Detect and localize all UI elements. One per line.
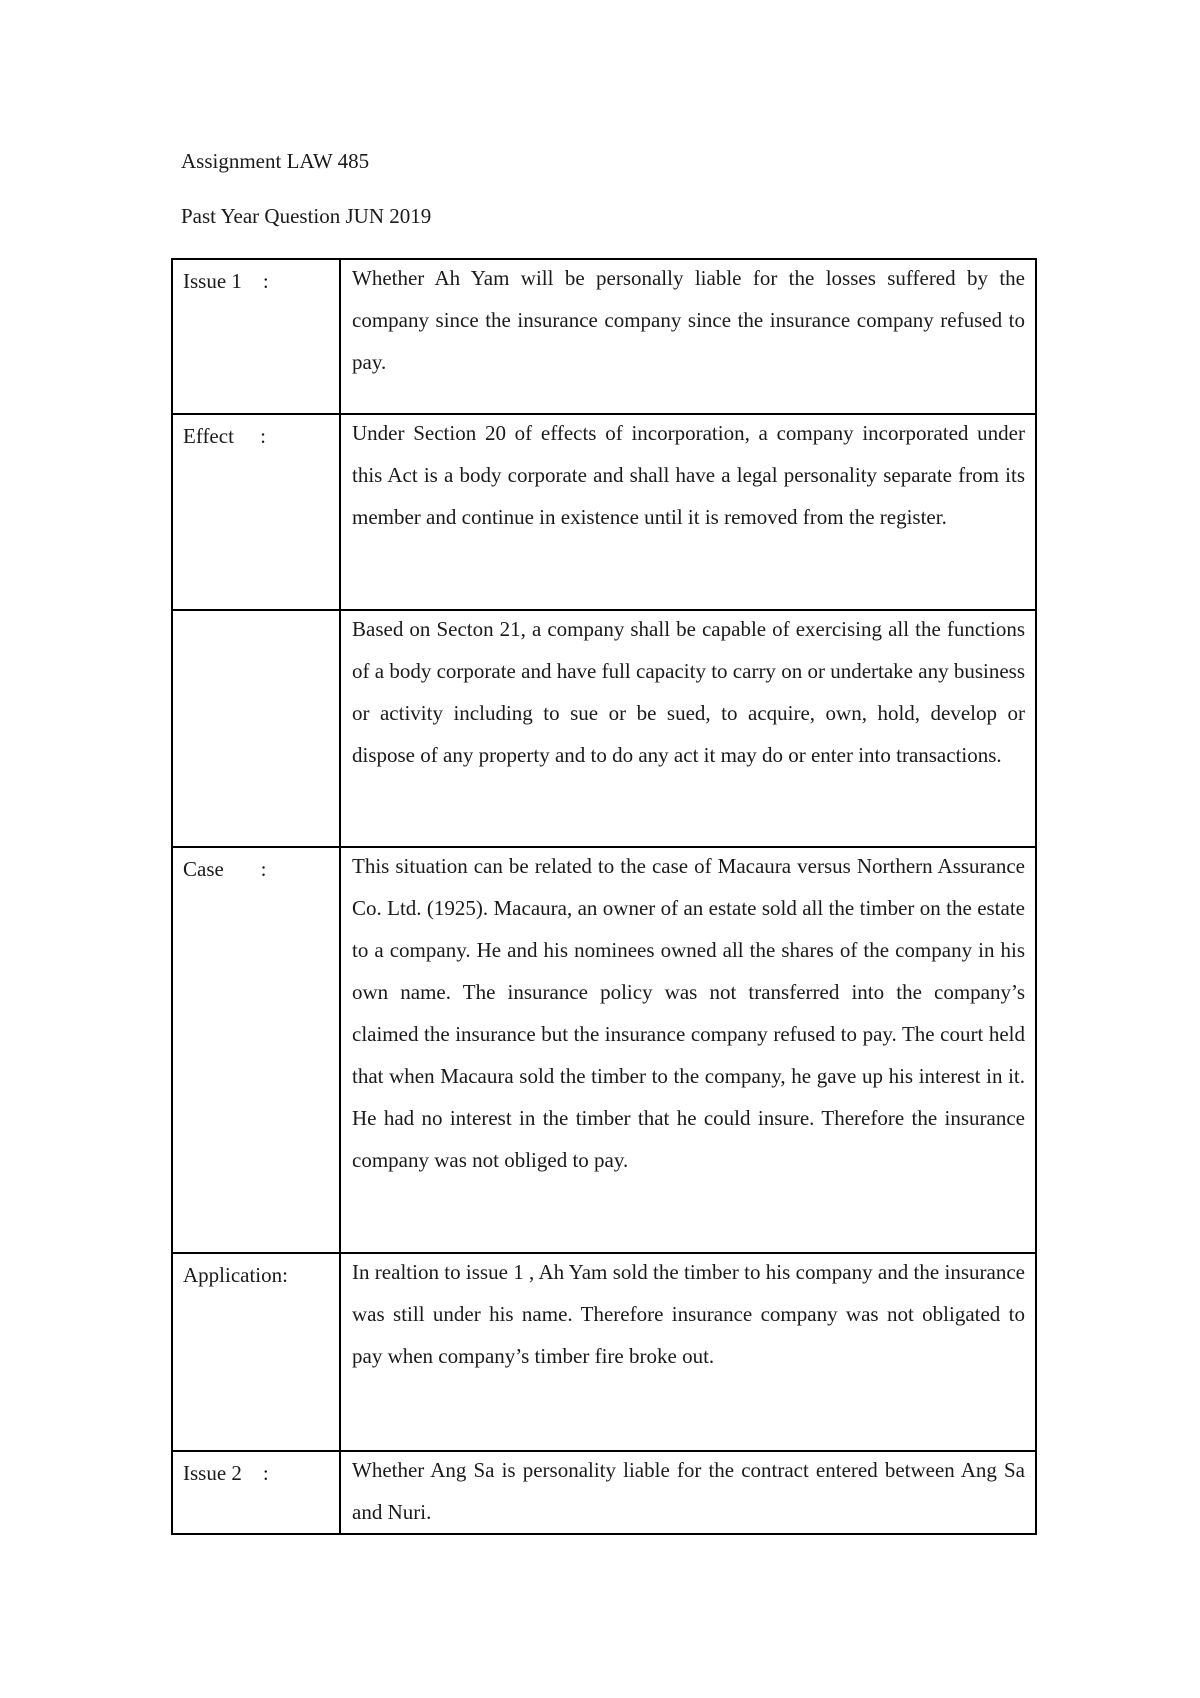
row-text-section-21	[340, 610, 1036, 847]
row-text-application	[340, 1253, 1036, 1451]
ilac-table	[171, 258, 1037, 1535]
document-subtitle: Past Year Question JUN 2019	[181, 204, 432, 228]
row-text-issue-1	[340, 259, 1036, 414]
cell-text: In realtion to issue 1 , Ah Yam sold the timber to his company and the insurance was still under his name. Therefore insurance company was not obligated to pay when company’s timber fire broke out.	[352, 1260, 1025, 1368]
row-text-effect	[340, 414, 1036, 610]
table-row	[172, 847, 1036, 1253]
document-title: Assignment LAW 485	[181, 149, 370, 173]
table-row	[172, 610, 1036, 847]
cell-text: Based on Secton 21, a company shall be capable of exercising all the functions of a body corporate and have full capacity to carry on or undertake any business or activity including to sue or be sued, to acquire, own, hold, develop or dispose of any property and to do any act it may do or enter into transactions.	[352, 617, 1025, 767]
table-row	[172, 1451, 1036, 1534]
row-label-issue-2: Issue 2 :	[172, 1451, 340, 1534]
table-row	[172, 1253, 1036, 1451]
table-row	[172, 414, 1036, 610]
row-label-effect: Effect :	[172, 414, 340, 610]
row-text-issue-2	[340, 1451, 1036, 1534]
row-label-issue-1: Issue 1 :	[172, 259, 340, 414]
row-label-application: Application:	[172, 1253, 340, 1451]
table-row	[172, 259, 1036, 414]
cell-text: Whether Ang Sa is personality liable for the contract entered between Ang Sa and Nuri.	[352, 1458, 1025, 1524]
cell-text: This situation can be related to the case of Macaura versus Northern Assurance Co. Ltd. (1925). Macaura, an owner of an estate sold all the timber on the estate to a company. He and his nominees owned all the shares of the company in his own name. The insurance policy was not transferred into the company’s claimed the insurance but the insurance company refused to pay. The court held that when Macaura sold the timber to the company, he gave up his interest in it. He had no interest in the timber that he could insure. Therefore the insurance company was not obliged to pay.	[352, 854, 1025, 1172]
row-text-case	[340, 847, 1036, 1253]
row-label-blank	[172, 610, 340, 847]
row-label-case: Case :	[172, 847, 340, 1253]
cell-text: Whether Ah Yam will be personally liable for the losses suffered by the company since the insurance company since the insurance company refused to pay.	[352, 266, 1025, 374]
cell-text: Under Section 20 of effects of incorporation, a company incorporated under this Act is a body corporate and shall have a legal personality separate from its member and continue in existence until it is removed from the register.	[352, 421, 1025, 529]
